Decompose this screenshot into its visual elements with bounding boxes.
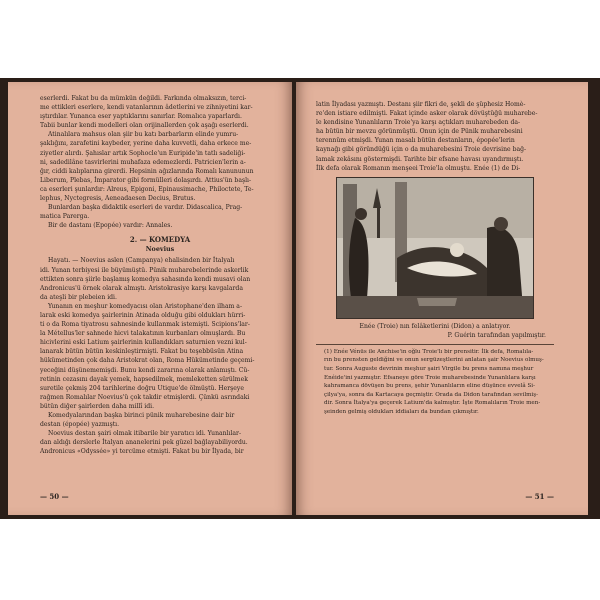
- text-line: şaklığını, zarafetini kaybeder, yerine daha kuvvetli, daha erkece me-: [40, 140, 252, 148]
- text-line: şeinden gelmiş oldukları iddiaları da bundan çıkmıştır.: [324, 408, 479, 415]
- text-line: ğır, ciddi kalıplarına girerdi. Hepsinin ağızlarında Romalı kanununun: [40, 167, 254, 175]
- text-line: latin İlyadası yazmıştı. Destanı şiir fikri de, şekli de şüphesiz Homè-: [316, 101, 526, 108]
- text-line: Noevius destan şairi olmak itibarile bir yaratıcı idi. Yunanlılar-: [48, 430, 242, 438]
- text-line: hicivlerini eski Latium şairlerinin kullandıkları saturnien vezni kul-: [40, 339, 247, 347]
- left-page-body: [40, 94, 280, 230]
- text-line: idi. Yunan terbiyesi ile büyümüştü. Pünik muharebelerinde askerlik: [40, 266, 249, 274]
- illustration-caption: Enée (Troie) nın felâketlerini (Didon) a anlatıyor.: [359, 322, 511, 330]
- text-line: (1) Enée Vénüs ile Anchise'in oğlu Troie'lı bir prensitir. İlk defa, Romalıla-: [324, 348, 534, 355]
- text-line: yeceğini düşünememişdi. Bunu kendi zararına olarak anlamıştı. Cü-: [40, 366, 250, 374]
- text-line: ziyetler alırdı. Şahıslar artık Sophocle'un Euripide'in tatlı sadeliği-: [40, 149, 246, 157]
- left-page: [8, 82, 292, 515]
- text-line: dir. Sonra İtalya'ya geçerek Latium'da kalmıştır. İşte Romalıların Troie men-: [324, 400, 541, 407]
- text-line: Andronicus «Odyssée» yi tercüme etmişti. Fakat bu bir İlyada, bir: [40, 448, 244, 456]
- text-line: la Métellus'ler sahnede hicvi talakatının kurbanları olmuşlardı. Bu: [40, 330, 246, 338]
- right-page: [296, 82, 588, 515]
- text-line: dan aldığı derslerle İtalyan ananelerini pek güzel bağlayabiliyordu.: [40, 439, 248, 447]
- footnote-divider: [316, 344, 554, 345]
- text-line: Komedyalarından başka birinci pünik muharebesine dair bir: [48, 412, 235, 419]
- text-line: suretile çekmiş 204 tarihlerine doğru Utique'de ölmüştü. Herşeye: [40, 384, 244, 392]
- text-line: matica Parerga.: [40, 213, 90, 221]
- text-line: Atinalılara mahsus olan şiir bu katı barbarların elinde yumru-: [48, 131, 239, 139]
- text-line: terennüm etmişdi. Yunan masalı bütün destanların, épopée'lerin: [316, 137, 515, 145]
- text-line: hükümetinden çok daha Aristokrat olan, Roma Hükümetinde geçemi-: [40, 357, 255, 365]
- text-line: ettikten sonra şiirle başlamış komedya sahasında kendi musavi olan: [40, 275, 251, 283]
- text-line: Yunanın en meşhur komedyacısı olan Aristophane'den ilham a-: [48, 302, 243, 310]
- text-line: larak eski komedya şairlerinin Atinada olduğu gibi oldukları hürri-: [40, 311, 246, 319]
- right-page-body: [316, 100, 554, 173]
- text-line: eserlerdi. Fakat bu da mümkün değildi. Farkında olmaksızın, terci-: [40, 95, 247, 102]
- text-line: Bir de dastanı (Epopée) vardır: Annales.: [48, 222, 173, 230]
- text-line: bütün diğer şairlerden daha millî idi.: [40, 402, 155, 410]
- illustration-credit: P. Guérin tarafından yapılmıştır.: [447, 331, 546, 339]
- text-line: lanarak bütün bütün keskinleştirmişti. Fakat bu teşebbüsün Atina: [40, 348, 244, 356]
- text-line: Liberum, Plebas, İmparator gibi formülleri dolaşırdı. Attius'ün başlı-: [40, 176, 252, 184]
- text-line: lephus, Nyctegresis, Aeneadaesen Decius, Brutus.: [40, 195, 196, 203]
- text-line: kaynağı gibi göründüğü için o da muharebesini Troie devrisine bağ-: [316, 146, 527, 154]
- text-line: Bunlardan başka didaktik eserleri de vardır. Didascalica, Prag-: [48, 204, 243, 212]
- footnote: [316, 348, 554, 417]
- text-line: ca eserleri şunlardır: Alreus, Epigoni, Epinausimache, Philoctete, Te-: [40, 185, 254, 193]
- text-line: da ateşli bir plebeien idi.: [40, 293, 117, 301]
- text-line: ıştırdılar. Yunanca eser yaptıklarını sanırlar. Romalıca yaparlardı.: [40, 113, 242, 121]
- text-line: re'den istiare edilmişti. Fakat içinde asker olarak dövüştüğü muharebe-: [316, 110, 538, 118]
- text-line: Andronicus'ü örnek olarak almıştı. Aristokrasiye karşı kavgalarda: [40, 284, 243, 292]
- section-subtitle: Noevius: [145, 245, 175, 254]
- page-number-left: — 50 —: [40, 492, 69, 501]
- text-line: me ettikleri eserlere, kendi vatanlarının âdetlerini ve zihniyetini kar-: [40, 104, 253, 112]
- text-line: kahramanca dövüşen bu prens, şehir Yunanlıların eline düşünce evvelâ Si-: [324, 383, 535, 390]
- page-number-right: — 51 —: [525, 492, 554, 501]
- text-line: Enéide'ini yazmıştır. Efsaneye göre Troie muharebesinde Yunanlılara karşı: [324, 374, 536, 381]
- text-line: le kendisine Yunanlıların Troie'ya karşı açtıkları muharebeden da-: [316, 119, 521, 127]
- text-line: İlk defa olarak Romanın menşeei Troie'la olmuştu. Enée (1) de Di-: [316, 164, 521, 172]
- text-line: Hayatı. — Noevius aslen (Campanya) ehalisinden bir İtalyalı: [48, 257, 235, 265]
- text-line: Tabii bunlar kendi modelleri olan orijinallerden çok aşağı eserlerdi.: [40, 122, 249, 130]
- text-line: ha bütün bir mevzu görünmüştü. Onun için de Pünik muharebesini: [316, 128, 523, 136]
- text-line: lamak zekâsını göstermişdi. Tarihte bir efsane havası uyandırmıştı.: [316, 155, 524, 163]
- engraving-image: [337, 178, 533, 318]
- text-line: destan (épopée) yazmıştı.: [40, 421, 120, 429]
- text-line: ti o da Roma tiyatrosu sahnesinde kullanmak istemişti. Scipions'lar-: [40, 321, 250, 329]
- section-title: 2. — KOMEDYA: [129, 235, 191, 245]
- text-line: çilya'ya, sonra da Kartacaya geçmiştir. Orada da Didon tarafından sevilmiş-: [324, 391, 538, 398]
- left-page-body-2: [40, 256, 280, 456]
- text-line: ni, sadedilâne tasvirlerini muhafaza edemezlerdi. Patricien'lerin a-: [40, 158, 246, 166]
- text-line: tur. Sonra Auguste devrinin meşhur şairi Virgile bu prens namına meşhur: [324, 365, 534, 372]
- text-line: retinin cezasını dayak yemek, hapsedilmek, memleketten sürülmek: [40, 375, 248, 383]
- engraving-illustration: [336, 177, 534, 319]
- text-line: rın bu prensten geldiğini ve onun sergüzeştlerini anlatan şair Noevius olmuş-: [324, 357, 544, 364]
- text-line: rağmen Romalılar Noevius'ü çok takdir etmişlerdi. Çünkü asrındaki: [40, 393, 250, 401]
